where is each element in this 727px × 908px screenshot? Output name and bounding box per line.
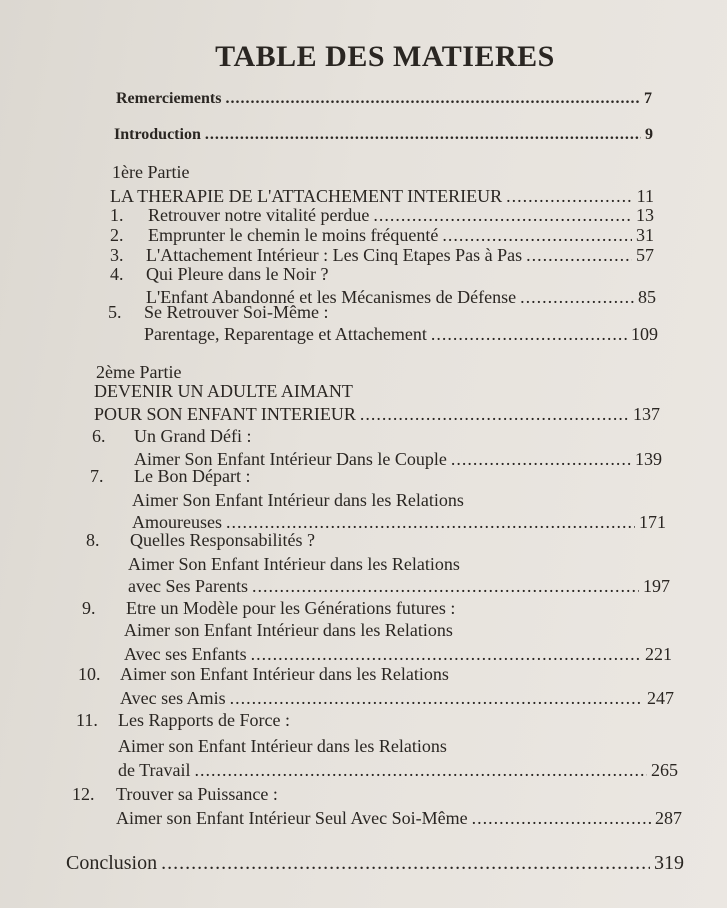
part2-title-line1: DEVENIR UN ADULTE AIMANT [94, 381, 353, 401]
dot-leader [205, 126, 641, 144]
dot-leader [506, 186, 633, 207]
chapter-7-subtitle-cont: Amoureuses ..... 171 [132, 512, 666, 533]
toc-entry-remerciements: Remerciements ..... 7 [116, 90, 652, 108]
part2-heading: 2ème Partie [96, 362, 182, 382]
dot-leader [230, 688, 643, 709]
toc-entry-conclusion: Conclusion ..... 319 [66, 852, 684, 875]
chapter-10-subtitle: Avec ses Amis ..... 247 [120, 688, 674, 709]
dot-leader [195, 760, 647, 781]
chapter-7-subtitle: Aimer Son Enfant Intérieur dans les Relations [132, 490, 464, 510]
chapter-6: 6. Un Grand Défi : [92, 426, 252, 446]
dot-leader [373, 205, 632, 226]
dot-leader [161, 852, 650, 875]
chapter-8: 8. Quelles Responsabilités ? [86, 530, 315, 550]
dot-leader [251, 644, 641, 665]
chapter-1: 1. Retrouver notre vitalité perdue ..... 13 [110, 205, 654, 226]
chapter-11-subtitle: Aimer son Enfant Intérieur dans les Relations [118, 736, 447, 756]
toc-entry-introduction: Introduction ..... 9 [114, 126, 653, 144]
chapter-7: 7. Le Bon Départ : [90, 466, 251, 486]
chapter-11-subtitle-cont: de Travail ..... 265 [118, 760, 678, 781]
chapter-5: 5. Se Retrouver Soi-Même : [108, 302, 329, 322]
page-title: TABLE DES MATIERES [215, 40, 555, 73]
dot-leader [520, 287, 634, 308]
chapter-4-subtitle: L'Enfant Abandonné et les Mécanismes de Défense ..... 85 [146, 287, 656, 308]
dot-leader [225, 90, 640, 108]
dot-leader [252, 576, 639, 597]
chapter-8-subtitle: Aimer Son Enfant Intérieur dans les Relations [128, 554, 460, 574]
dot-leader [451, 449, 631, 470]
chapter-9: 9. Etre un Modèle pour les Générations futures : [82, 598, 456, 618]
chapter-10: 10. Aimer son Enfant Intérieur dans les Relations [78, 664, 449, 684]
chapter-8-subtitle-cont: avec Ses Parents ..... 197 [128, 576, 670, 597]
chapter-5-subtitle: Parentage, Reparentage et Attachement ..... 109 [144, 324, 658, 345]
chapter-9-subtitle-cont: Avec ses Enfants ..... 221 [124, 644, 672, 665]
dot-leader [526, 245, 632, 266]
chapter-11: 11. Les Rapports de Force : [76, 710, 290, 730]
chapter-12-subtitle: Aimer son Enfant Intérieur Seul Avec Soi-Même ..... 287 [116, 808, 682, 829]
chapter-2: 2. Emprunter le chemin le moins fréquenté ..... 31 [110, 225, 654, 246]
chapter-12: 12. Trouver sa Puissance : [72, 784, 278, 804]
dot-leader [360, 404, 629, 425]
dot-leader [472, 808, 651, 829]
chapter-6-subtitle: Aimer Son Enfant Intérieur Dans le Couple ..... 139 [134, 449, 662, 470]
part1-title: LA THERAPIE DE L'ATTACHEMENT INTERIEUR ..... 11 [110, 186, 654, 207]
chapter-9-subtitle: Aimer son Enfant Intérieur dans les Relations [124, 620, 453, 640]
part1-heading: 1ère Partie [112, 162, 190, 182]
dot-leader [431, 324, 627, 345]
chapter-3: 3. L'Attachement Intérieur : Les Cinq Etapes Pas à Pas ..... 57 [110, 245, 654, 266]
dot-leader [442, 225, 632, 246]
part2-title-line2: POUR SON ENFANT INTERIEUR ..... 137 [94, 404, 660, 425]
chapter-4: 4. Qui Pleure dans le Noir ? [110, 264, 329, 284]
